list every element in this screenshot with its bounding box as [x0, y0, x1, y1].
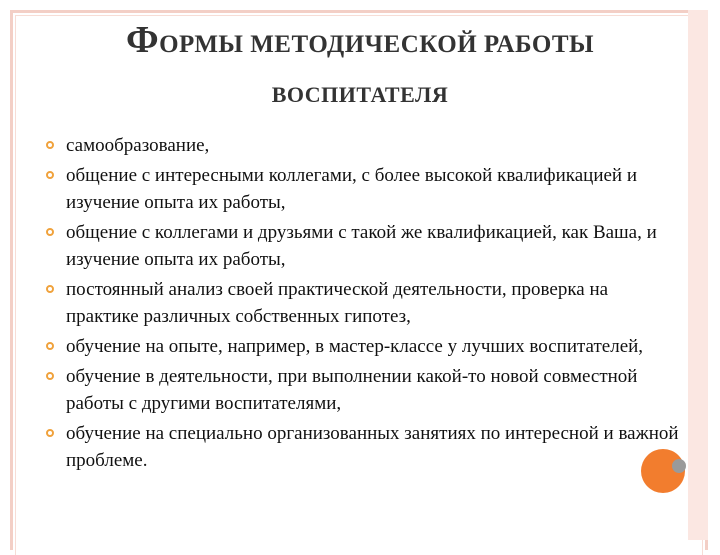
list-item-text: общение с коллегами и друзьями с такой же квалификацией, как Ваша, и изучение опыта их работы,	[66, 222, 657, 270]
bullet-icon	[46, 429, 54, 437]
list-item	[40, 276, 680, 330]
bullet-icon	[46, 285, 54, 293]
title-line-1-rest: ОРМЫ МЕТОДИЧЕСКОЙ РАБОТЫ	[159, 31, 595, 58]
list-item	[40, 219, 680, 273]
list-item	[40, 132, 680, 159]
list-item-text: обучение на специально организованных занятиях по интересной и важной проблеме.	[66, 423, 679, 471]
list-item-text: самообразование,	[66, 135, 210, 156]
list-item-text: обучение на опыте, например, в мастер-классе у лучших воспитателей,	[66, 336, 644, 357]
bullet-icon	[46, 342, 54, 350]
title-line-1	[0, 18, 720, 67]
bullet-icon	[46, 372, 54, 380]
bullet-icon	[46, 228, 54, 236]
title-line-2: ВОСПИТАТЕЛЯ	[271, 82, 449, 107]
list-item	[40, 162, 680, 216]
bullet-icon	[46, 171, 54, 179]
list-item-text: обучение в деятельности, при выполнении какой-то новой совместной работы с другими воспитателями,	[66, 366, 638, 414]
list-item-text: общение с интересными коллегами, с более высокой квалификацией и изучение опыта их работы,	[66, 165, 638, 213]
list-item	[40, 363, 680, 417]
bullet-icon	[46, 141, 54, 149]
list-item	[40, 420, 680, 474]
list-item	[40, 333, 680, 360]
list-item-text: постоянный анализ своей практической деятельности, проверка на практике различных собственных гипотез,	[66, 279, 609, 327]
bullet-list	[40, 132, 680, 477]
slide-title	[0, 18, 720, 115]
title-first-letter: Ф	[125, 19, 160, 61]
gray-circle-decoration	[672, 459, 686, 473]
